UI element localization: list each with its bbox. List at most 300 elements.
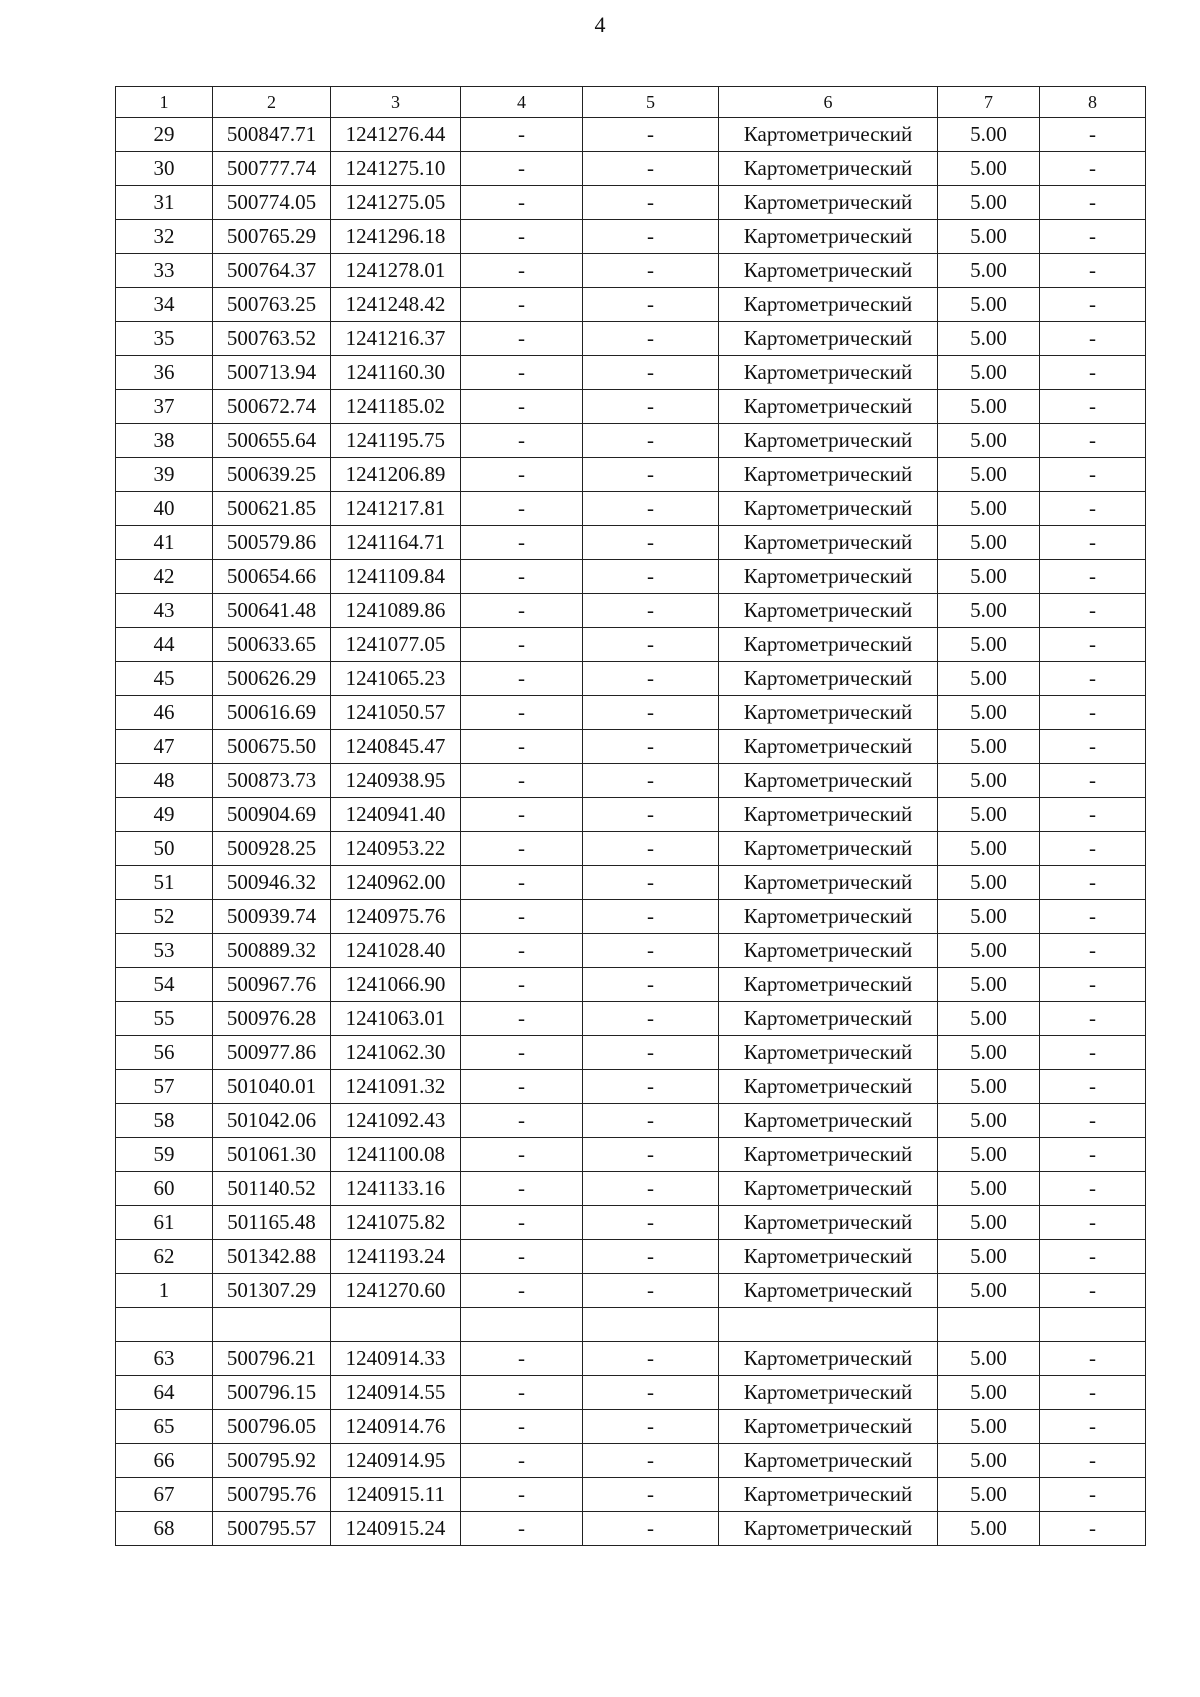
accuracy-cell: 5.00 [938, 560, 1040, 594]
method-cell: Картометрический [719, 628, 938, 662]
column-4-cell: - [461, 594, 583, 628]
column-4-cell: - [461, 1206, 583, 1240]
table-row [116, 1410, 1146, 1444]
table-row [116, 764, 1146, 798]
column-8-cell: - [1040, 1036, 1146, 1070]
point-number-cell: 46 [116, 696, 213, 730]
column-8-cell: - [1040, 254, 1146, 288]
column-header: 8 [1040, 87, 1146, 118]
accuracy-cell: 5.00 [938, 254, 1040, 288]
method-cell: Картометрический [719, 1138, 938, 1172]
x-coordinate-cell: 500847.71 [213, 118, 331, 152]
column-5-cell: - [583, 1036, 719, 1070]
method-cell: Картометрический [719, 1036, 938, 1070]
column-5-cell: - [583, 220, 719, 254]
point-number-cell: 49 [116, 798, 213, 832]
column-8-cell: - [1040, 288, 1146, 322]
column-5-cell: - [583, 186, 719, 220]
method-cell: Картометрический [719, 832, 938, 866]
column-4-cell: - [461, 968, 583, 1002]
method-cell: Картометрический [719, 1274, 938, 1308]
column-5-cell: - [583, 492, 719, 526]
accuracy-cell: 5.00 [938, 628, 1040, 662]
column-8-cell: - [1040, 764, 1146, 798]
y-coordinate-cell: 1241195.75 [331, 424, 461, 458]
y-coordinate-cell: 1240962.00 [331, 866, 461, 900]
point-number-cell: 58 [116, 1104, 213, 1138]
method-cell: Картометрический [719, 220, 938, 254]
x-coordinate-cell: 501307.29 [213, 1274, 331, 1308]
column-8-cell: - [1040, 186, 1146, 220]
accuracy-cell: 5.00 [938, 764, 1040, 798]
accuracy-cell [938, 1308, 1040, 1342]
column-5-cell: - [583, 1444, 719, 1478]
point-number-cell: 32 [116, 220, 213, 254]
point-number-cell: 39 [116, 458, 213, 492]
point-number-cell: 31 [116, 186, 213, 220]
table-row [116, 1376, 1146, 1410]
column-8-cell: - [1040, 1342, 1146, 1376]
x-coordinate-cell: 500713.94 [213, 356, 331, 390]
column-4-cell: - [461, 1138, 583, 1172]
column-4-cell: - [461, 1410, 583, 1444]
point-number-cell: 53 [116, 934, 213, 968]
point-number-cell: 45 [116, 662, 213, 696]
accuracy-cell: 5.00 [938, 424, 1040, 458]
y-coordinate-cell: 1241092.43 [331, 1104, 461, 1138]
y-coordinate-cell: 1241217.81 [331, 492, 461, 526]
table-row [116, 1444, 1146, 1478]
accuracy-cell: 5.00 [938, 1036, 1040, 1070]
y-coordinate-cell: 1240914.76 [331, 1410, 461, 1444]
table-body [116, 118, 1146, 1546]
x-coordinate-cell: 500889.32 [213, 934, 331, 968]
method-cell: Картометрический [719, 866, 938, 900]
point-number-cell: 48 [116, 764, 213, 798]
column-4-cell: - [461, 730, 583, 764]
column-5-cell: - [583, 1104, 719, 1138]
table-row [116, 220, 1146, 254]
accuracy-cell: 5.00 [938, 1410, 1040, 1444]
column-8-cell: - [1040, 1410, 1146, 1444]
method-cell: Картометрический [719, 730, 938, 764]
y-coordinate-cell: 1241063.01 [331, 1002, 461, 1036]
column-4-cell: - [461, 934, 583, 968]
column-8-cell: - [1040, 492, 1146, 526]
column-5-cell: - [583, 1342, 719, 1376]
table-row [116, 1478, 1146, 1512]
column-8-cell: - [1040, 900, 1146, 934]
table-row [116, 900, 1146, 934]
y-coordinate-cell: 1241296.18 [331, 220, 461, 254]
y-coordinate-cell: 1240975.76 [331, 900, 461, 934]
column-5-cell: - [583, 254, 719, 288]
point-number-cell [116, 1308, 213, 1342]
point-number-cell: 52 [116, 900, 213, 934]
table-row [116, 152, 1146, 186]
accuracy-cell: 5.00 [938, 526, 1040, 560]
x-coordinate-cell: 500765.29 [213, 220, 331, 254]
y-coordinate-cell: 1241065.23 [331, 662, 461, 696]
point-number-cell: 60 [116, 1172, 213, 1206]
y-coordinate-cell [331, 1308, 461, 1342]
x-coordinate-cell: 500777.74 [213, 152, 331, 186]
accuracy-cell: 5.00 [938, 118, 1040, 152]
x-coordinate-cell: 500616.69 [213, 696, 331, 730]
y-coordinate-cell: 1240914.55 [331, 1376, 461, 1410]
column-4-cell: - [461, 696, 583, 730]
x-coordinate-cell: 500928.25 [213, 832, 331, 866]
x-coordinate-cell: 500626.29 [213, 662, 331, 696]
accuracy-cell: 5.00 [938, 1444, 1040, 1478]
y-coordinate-cell: 1240953.22 [331, 832, 461, 866]
point-number-cell: 34 [116, 288, 213, 322]
table-row [116, 1512, 1146, 1546]
point-number-cell: 35 [116, 322, 213, 356]
point-number-cell: 47 [116, 730, 213, 764]
column-4-cell: - [461, 152, 583, 186]
y-coordinate-cell: 1241276.44 [331, 118, 461, 152]
column-4-cell: - [461, 1478, 583, 1512]
table-row [116, 526, 1146, 560]
column-4-cell [461, 1308, 583, 1342]
column-5-cell: - [583, 628, 719, 662]
y-coordinate-cell: 1241164.71 [331, 526, 461, 560]
y-coordinate-cell: 1240915.24 [331, 1512, 461, 1546]
point-number-cell: 41 [116, 526, 213, 560]
x-coordinate-cell: 500939.74 [213, 900, 331, 934]
table-row [116, 798, 1146, 832]
x-coordinate-cell: 500795.57 [213, 1512, 331, 1546]
header-row [116, 87, 1146, 118]
table-row [116, 1342, 1146, 1376]
x-coordinate-cell: 500655.64 [213, 424, 331, 458]
method-cell: Картометрический [719, 934, 938, 968]
column-5-cell: - [583, 1478, 719, 1512]
table-row [116, 1002, 1146, 1036]
column-8-cell: - [1040, 118, 1146, 152]
y-coordinate-cell: 1241028.40 [331, 934, 461, 968]
accuracy-cell: 5.00 [938, 1478, 1040, 1512]
column-8-cell: - [1040, 356, 1146, 390]
y-coordinate-cell: 1240941.40 [331, 798, 461, 832]
x-coordinate-cell: 500621.85 [213, 492, 331, 526]
table-row [116, 1070, 1146, 1104]
column-4-cell: - [461, 186, 583, 220]
accuracy-cell: 5.00 [938, 662, 1040, 696]
column-4-cell: - [461, 866, 583, 900]
column-8-cell: - [1040, 730, 1146, 764]
column-5-cell: - [583, 1376, 719, 1410]
table-row [116, 730, 1146, 764]
column-5-cell: - [583, 1240, 719, 1274]
column-5-cell: - [583, 934, 719, 968]
column-5-cell: - [583, 594, 719, 628]
y-coordinate-cell: 1241089.86 [331, 594, 461, 628]
column-4-cell: - [461, 390, 583, 424]
method-cell: Картометрический [719, 1104, 938, 1138]
x-coordinate-cell: 500873.73 [213, 764, 331, 798]
accuracy-cell: 5.00 [938, 1138, 1040, 1172]
accuracy-cell: 5.00 [938, 322, 1040, 356]
column-5-cell: - [583, 118, 719, 152]
table-row [116, 1274, 1146, 1308]
column-5-cell: - [583, 424, 719, 458]
column-4-cell: - [461, 798, 583, 832]
method-cell: Картометрический [719, 254, 938, 288]
method-cell: Картометрический [719, 1240, 938, 1274]
x-coordinate-cell: 501061.30 [213, 1138, 331, 1172]
point-number-cell: 36 [116, 356, 213, 390]
table-row [116, 1104, 1146, 1138]
y-coordinate-cell: 1241206.89 [331, 458, 461, 492]
accuracy-cell: 5.00 [938, 730, 1040, 764]
column-8-cell: - [1040, 1274, 1146, 1308]
x-coordinate-cell: 500639.25 [213, 458, 331, 492]
column-4-cell: - [461, 1002, 583, 1036]
accuracy-cell: 5.00 [938, 1206, 1040, 1240]
point-number-cell: 51 [116, 866, 213, 900]
column-8-cell: - [1040, 560, 1146, 594]
method-cell: Картометрический [719, 152, 938, 186]
column-5-cell: - [583, 696, 719, 730]
x-coordinate-cell: 500763.25 [213, 288, 331, 322]
column-4-cell: - [461, 254, 583, 288]
x-coordinate-cell: 500633.65 [213, 628, 331, 662]
column-8-cell: - [1040, 1240, 1146, 1274]
column-5-cell: - [583, 1206, 719, 1240]
method-cell: Картометрический [719, 900, 938, 934]
column-5-cell: - [583, 356, 719, 390]
accuracy-cell: 5.00 [938, 798, 1040, 832]
accuracy-cell: 5.00 [938, 1002, 1040, 1036]
table-row [116, 1172, 1146, 1206]
column-8-cell: - [1040, 866, 1146, 900]
table-row [116, 934, 1146, 968]
y-coordinate-cell: 1241193.24 [331, 1240, 461, 1274]
method-cell: Картометрический [719, 1444, 938, 1478]
column-4-cell: - [461, 560, 583, 594]
column-4-cell: - [461, 356, 583, 390]
x-coordinate-cell: 500796.15 [213, 1376, 331, 1410]
column-5-cell: - [583, 866, 719, 900]
accuracy-cell: 5.00 [938, 594, 1040, 628]
point-number-cell: 57 [116, 1070, 213, 1104]
point-number-cell: 59 [116, 1138, 213, 1172]
column-8-cell: - [1040, 968, 1146, 1002]
column-4-cell: - [461, 900, 583, 934]
column-5-cell: - [583, 968, 719, 1002]
accuracy-cell: 5.00 [938, 1376, 1040, 1410]
method-cell: Картометрический [719, 1512, 938, 1546]
method-cell: Картометрический [719, 526, 938, 560]
x-coordinate-cell: 500795.76 [213, 1478, 331, 1512]
point-number-cell: 44 [116, 628, 213, 662]
point-number-cell: 68 [116, 1512, 213, 1546]
column-4-cell: - [461, 764, 583, 798]
table-row [116, 628, 1146, 662]
column-8-cell: - [1040, 1104, 1146, 1138]
method-cell: Картометрический [719, 968, 938, 1002]
table-row [116, 390, 1146, 424]
accuracy-cell: 5.00 [938, 492, 1040, 526]
point-number-cell: 65 [116, 1410, 213, 1444]
accuracy-cell: 5.00 [938, 832, 1040, 866]
column-8-cell [1040, 1308, 1146, 1342]
y-coordinate-cell: 1241077.05 [331, 628, 461, 662]
column-4-cell: - [461, 1036, 583, 1070]
column-8-cell: - [1040, 322, 1146, 356]
x-coordinate-cell: 500796.05 [213, 1410, 331, 1444]
column-8-cell: - [1040, 1172, 1146, 1206]
table-row [116, 1138, 1146, 1172]
x-coordinate-cell: 500764.37 [213, 254, 331, 288]
method-cell: Картометрический [719, 118, 938, 152]
method-cell: Картометрический [719, 594, 938, 628]
column-4-cell: - [461, 832, 583, 866]
y-coordinate-cell: 1240914.33 [331, 1342, 461, 1376]
column-header: 4 [461, 87, 583, 118]
column-8-cell: - [1040, 1444, 1146, 1478]
x-coordinate-cell: 500904.69 [213, 798, 331, 832]
accuracy-cell: 5.00 [938, 1342, 1040, 1376]
column-5-cell: - [583, 526, 719, 560]
table-header [116, 87, 1146, 118]
column-8-cell: - [1040, 594, 1146, 628]
table-row [116, 594, 1146, 628]
column-5-cell: - [583, 322, 719, 356]
column-4-cell: - [461, 1512, 583, 1546]
x-coordinate-cell: 500675.50 [213, 730, 331, 764]
column-8-cell: - [1040, 424, 1146, 458]
x-coordinate-cell: 500774.05 [213, 186, 331, 220]
accuracy-cell: 5.00 [938, 1070, 1040, 1104]
x-coordinate-cell [213, 1308, 331, 1342]
table-row [116, 424, 1146, 458]
table-row [116, 458, 1146, 492]
point-number-cell: 37 [116, 390, 213, 424]
y-coordinate-cell: 1240915.11 [331, 1478, 461, 1512]
column-4-cell: - [461, 220, 583, 254]
column-8-cell: - [1040, 1478, 1146, 1512]
column-8-cell: - [1040, 798, 1146, 832]
column-8-cell: - [1040, 390, 1146, 424]
column-5-cell: - [583, 390, 719, 424]
column-5-cell: - [583, 152, 719, 186]
x-coordinate-cell: 500796.21 [213, 1342, 331, 1376]
table-row [116, 1036, 1146, 1070]
method-cell: Картометрический [719, 1410, 938, 1444]
accuracy-cell: 5.00 [938, 390, 1040, 424]
y-coordinate-cell: 1241100.08 [331, 1138, 461, 1172]
column-4-cell: - [461, 1104, 583, 1138]
y-coordinate-cell: 1240938.95 [331, 764, 461, 798]
table-row [116, 492, 1146, 526]
method-cell: Картометрический [719, 1206, 938, 1240]
column-header: 2 [213, 87, 331, 118]
column-8-cell: - [1040, 934, 1146, 968]
y-coordinate-cell: 1241109.84 [331, 560, 461, 594]
method-cell: Картометрический [719, 764, 938, 798]
column-5-cell: - [583, 1410, 719, 1444]
column-8-cell: - [1040, 526, 1146, 560]
x-coordinate-cell: 500579.86 [213, 526, 331, 560]
method-cell: Картометрический [719, 1376, 938, 1410]
accuracy-cell: 5.00 [938, 934, 1040, 968]
x-coordinate-cell: 500654.66 [213, 560, 331, 594]
accuracy-cell: 5.00 [938, 1274, 1040, 1308]
column-5-cell: - [583, 662, 719, 696]
accuracy-cell: 5.00 [938, 220, 1040, 254]
table-row [116, 968, 1146, 1002]
point-number-cell: 40 [116, 492, 213, 526]
accuracy-cell: 5.00 [938, 1172, 1040, 1206]
point-number-cell: 63 [116, 1342, 213, 1376]
table-row [116, 560, 1146, 594]
column-4-cell: - [461, 1240, 583, 1274]
point-number-cell: 1 [116, 1274, 213, 1308]
y-coordinate-cell: 1241278.01 [331, 254, 461, 288]
point-number-cell: 54 [116, 968, 213, 1002]
method-cell: Картометрический [719, 662, 938, 696]
method-cell: Картометрический [719, 1002, 938, 1036]
x-coordinate-cell: 500977.86 [213, 1036, 331, 1070]
x-coordinate-cell: 500672.74 [213, 390, 331, 424]
point-number-cell: 42 [116, 560, 213, 594]
y-coordinate-cell: 1240845.47 [331, 730, 461, 764]
method-cell: Картометрический [719, 492, 938, 526]
point-number-cell: 61 [116, 1206, 213, 1240]
point-number-cell: 67 [116, 1478, 213, 1512]
column-8-cell: - [1040, 628, 1146, 662]
accuracy-cell: 5.00 [938, 152, 1040, 186]
table-row [116, 186, 1146, 220]
point-number-cell: 50 [116, 832, 213, 866]
column-header: 6 [719, 87, 938, 118]
method-cell: Картометрический [719, 390, 938, 424]
table-row [116, 288, 1146, 322]
table-row [116, 866, 1146, 900]
method-cell: Картометрический [719, 1342, 938, 1376]
column-8-cell: - [1040, 1138, 1146, 1172]
method-cell: Картометрический [719, 696, 938, 730]
column-4-cell: - [461, 458, 583, 492]
column-header: 3 [331, 87, 461, 118]
y-coordinate-cell: 1241275.05 [331, 186, 461, 220]
column-4-cell: - [461, 1376, 583, 1410]
column-8-cell: - [1040, 220, 1146, 254]
y-coordinate-cell: 1241185.02 [331, 390, 461, 424]
x-coordinate-cell: 501040.01 [213, 1070, 331, 1104]
column-5-cell: - [583, 798, 719, 832]
point-number-cell: 29 [116, 118, 213, 152]
column-8-cell: - [1040, 662, 1146, 696]
point-number-cell: 64 [116, 1376, 213, 1410]
column-8-cell: - [1040, 1512, 1146, 1546]
method-cell: Картометрический [719, 186, 938, 220]
column-header: 7 [938, 87, 1040, 118]
accuracy-cell: 5.00 [938, 866, 1040, 900]
point-number-cell: 38 [116, 424, 213, 458]
column-4-cell: - [461, 288, 583, 322]
y-coordinate-cell: 1241075.82 [331, 1206, 461, 1240]
accuracy-cell: 5.00 [938, 900, 1040, 934]
x-coordinate-cell: 500795.92 [213, 1444, 331, 1478]
accuracy-cell: 5.00 [938, 1240, 1040, 1274]
column-8-cell: - [1040, 832, 1146, 866]
table-row [116, 832, 1146, 866]
method-cell: Картометрический [719, 458, 938, 492]
